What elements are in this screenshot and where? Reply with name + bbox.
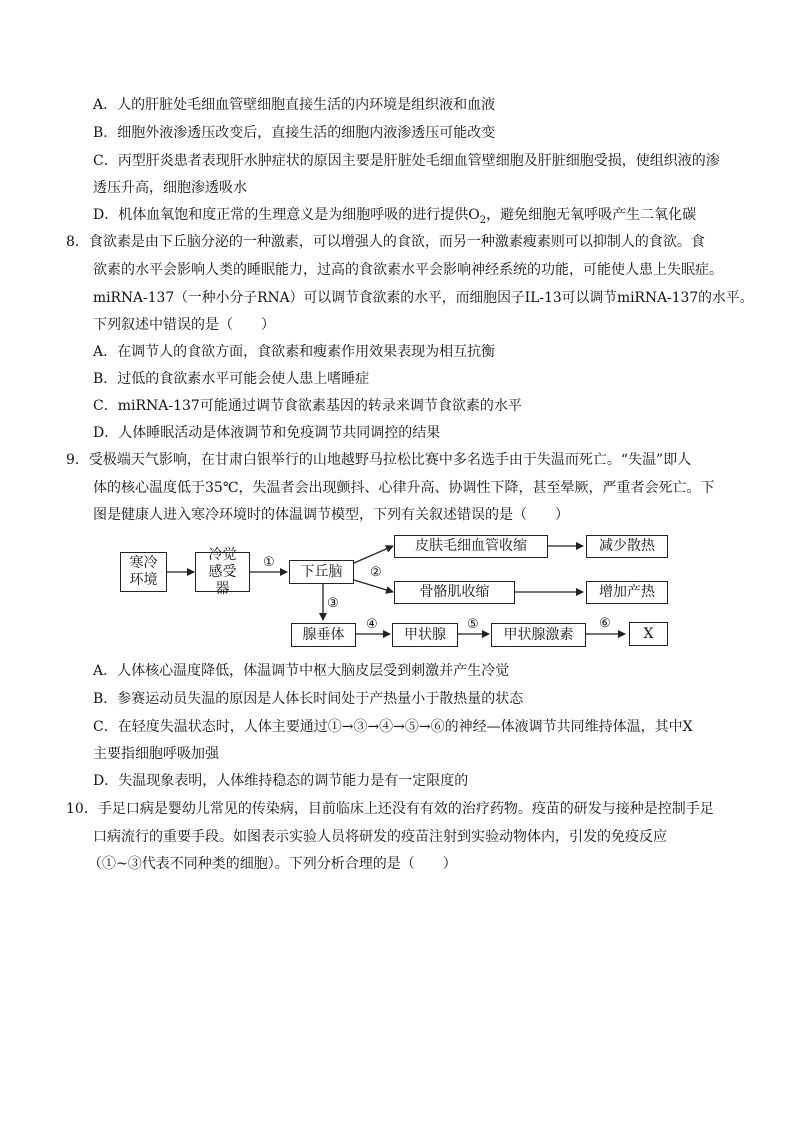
q9-option-a: A．人体核心温度降低，体温调节中枢大脑皮层受到刺激并产生冷觉 bbox=[93, 663, 510, 679]
box-thyroxine: 甲状腺激素 bbox=[491, 623, 586, 647]
q7-option-b: B．细胞外液渗透压改变后，直接生活的细胞内液渗透压可能改变 bbox=[93, 125, 496, 141]
q7-option-d-text: D．机体血氧饱和度正常的生理意义是为细胞呼吸的进行提供O bbox=[93, 207, 480, 223]
box-pituitary: 腺垂体 bbox=[291, 623, 356, 647]
q9-option-c-line1: C．在轻度失温状态时，人体主要通过①→③→④→⑤→⑥的神经—体液调节共同维持体温，其中X bbox=[93, 719, 693, 735]
box-increase-heat: 增加产热 bbox=[586, 581, 668, 604]
q10-stem-line3: （①~③代表不同种类的细胞）。下列分析合理的是（ ） bbox=[88, 856, 457, 872]
q9-stem-line1: 9．受极端天气影响，在甘肃白银举行的山地越野马拉松比赛中多名选手由于失温而死亡。“失温”即人 bbox=[66, 452, 692, 468]
label-step-3: ③ bbox=[327, 596, 339, 611]
label-step-2: ② bbox=[370, 565, 382, 580]
q9-option-c-line2: 主要指细胞呼吸加强 bbox=[93, 746, 219, 762]
q7-option-d-text-end: ，避免细胞无氧呼吸产生二氧化碳 bbox=[486, 207, 697, 223]
q8-option-d: D．人体睡眠活动是体液调节和免疫调节共同调控的结果 bbox=[93, 425, 441, 441]
box-x: X bbox=[629, 622, 668, 646]
label-step-4: ④ bbox=[366, 617, 378, 632]
label-step-6: ⑥ bbox=[599, 616, 611, 631]
q8-option-a: A．在调节人的食欲方面，食欲素和瘦素作用效果表现为相互抗衡 bbox=[93, 344, 496, 360]
box-cold-environment-label: 寒冷环境 bbox=[129, 555, 158, 588]
q8-stem-line3: miRNA-137（一种小分子RNA）可以调节食欲素的水平，而细胞因子IL-13可以调节miRNA-137的水平。 bbox=[93, 290, 754, 306]
q8-stem-line1: 8．食欲素是由下丘脑分泌的一种激素，可以增强人的食欲，而另一种激素瘦素则可以抑制人的食欲。食 bbox=[66, 234, 705, 250]
o2-subscript: 2 bbox=[479, 214, 487, 226]
box-cold-receptor-label: 冷觉感受器 bbox=[208, 546, 237, 597]
q10-stem-line2: 口病流行的重要手段。如图表示实验人员将研发的疫苗注射到实验动物体内，引发的免疫反应 bbox=[93, 829, 667, 845]
q9-stem-line2: 体的核心温度低于35℃，失温者会出现颤抖、心律升高、协调性下降，甚至晕厥，严重者会死亡。下 bbox=[93, 480, 715, 496]
label-step-1: ① bbox=[263, 555, 275, 570]
box-cold-receptor bbox=[195, 546, 250, 597]
box-hypothalamus: 下丘脑 bbox=[289, 560, 354, 584]
box-cold-environment bbox=[120, 552, 167, 592]
arrow-hypothalamus-muscle bbox=[354, 580, 393, 592]
box-thyroid: 甲状腺 bbox=[392, 623, 458, 647]
q9-option-d: D．失温现象表明，人体维持稳态的调节能力是有一定限度的 bbox=[93, 773, 469, 789]
box-skin-capillary: 皮肤毛细血管收缩 bbox=[394, 535, 548, 558]
q8-stem-line4: 下列叙述中错误的是（ ） bbox=[93, 317, 275, 333]
q8-stem-line2: 欲素的水平会影响人类的睡眠能力，过高的食欲素水平会影响神经系统的功能，可能使人患上失眠症。 bbox=[93, 262, 723, 278]
q7-option-c-line1: C．丙型肝炎患者表现肝水肿症状的原因主要是肝脏处毛细血管壁细胞及肝脏细胞受损，使组织液的渗 bbox=[93, 153, 720, 169]
box-skeletal-muscle: 骨骼肌收缩 bbox=[394, 581, 515, 604]
label-step-5: ⑤ bbox=[467, 617, 479, 632]
q8-option-c: C．miRNA-137可能通过调节食欲素基因的转录来调节食欲素的水平 bbox=[93, 398, 522, 414]
q9-stem-line3: 图是健康人进入寒冷环境时的体温调节模型，下列有关叙述错误的是（ ） bbox=[93, 507, 569, 523]
q7-option-c-line2: 透压升高，细胞渗透吸水 bbox=[93, 180, 247, 196]
q7-option-a: A．人的肝脏处毛细血管壁细胞直接生活的内环境是组织液和血液 bbox=[93, 97, 496, 113]
arrow-hypothalamus-skin bbox=[354, 546, 393, 563]
q9-option-b: B．参赛运动员失温的原因是人体长时间处于产热量小于散热量的状态 bbox=[93, 691, 524, 707]
box-reduce-heat: 减少散热 bbox=[586, 535, 668, 558]
q10-stem-line1: 10．手足口病是婴幼儿常见的传染病，目前临床上还没有有效的治疗药物。疫苗的研发与接种是控制手足 bbox=[66, 801, 714, 817]
q8-option-b: B．过低的食欲素水平可能会使人患上嗜睡症 bbox=[93, 371, 370, 387]
